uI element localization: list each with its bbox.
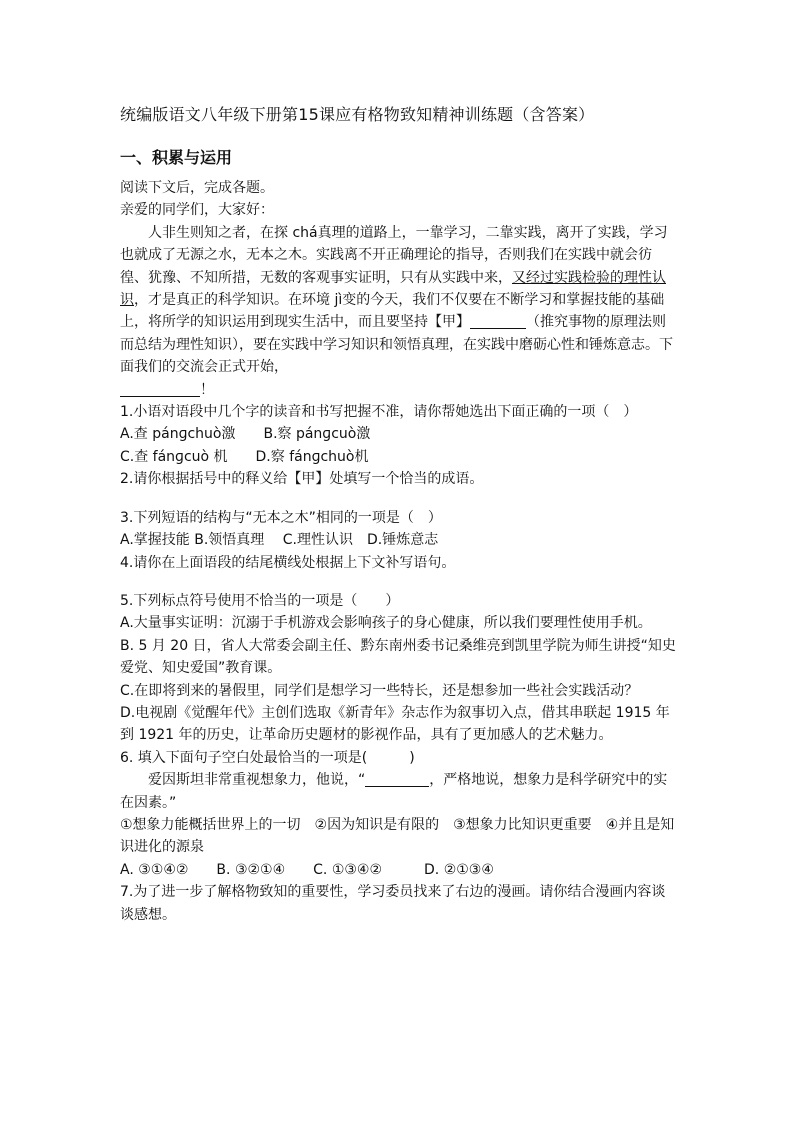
q6-items: ①想象力能概括世界上的一切 ②因为知识是有限的 ③想象力比知识更重要 ④并且是知识进化的源泉 — [120, 816, 675, 856]
q2-stem: 2.请你根据括号中的释义给【甲】处填写一个恰当的成语。 — [120, 471, 484, 488]
passage-underlined-phrase: 又经过实践检验的理性认识 — [120, 269, 666, 309]
q3-stem: 3.下列短语的结构与“无本之木”相同的一项是（ ） — [120, 509, 442, 526]
document-title: 统编版语文八年级下册第15课应有格物致知精神训练题（含答案） — [120, 105, 595, 124]
passage-part3: （推究事物的原理法则而总结为理性知识），要在实践中学习知识和领悟真理，在实践中磨砺心性和锤炼意志。下面我们的交流会正式开始， — [120, 314, 673, 376]
q6-blank — [365, 770, 429, 787]
instructions-text: 阅读下文后，完成各题。 — [120, 180, 274, 196]
passage-part2: ，才是真正的科学知识。在环境 jì变的今天，我们不仅要在不断学习和掌握技能的基础上，将所学的知识运用到现实生活中，而且要坚持【甲】 — [120, 292, 665, 331]
blank-jia — [470, 312, 526, 329]
q1-options-row2: C.查 fánɡcuò 机 D.察 fánɡchuò机 — [120, 448, 369, 465]
q1-stem: 1.小语对语段中几个字的读音和书写把握不准，请你帮她选出下面正确的一项（ ） — [120, 404, 638, 421]
passage-paragraph — [120, 222, 676, 401]
document-body — [120, 177, 676, 926]
q5-option-c: C.在即将到来的暑假里，同学们是想学习一些特长，还是想参加一些社会实践活动？ — [120, 682, 639, 699]
q6-options: A. ③①④② B. ③②①④ C. ①③④② D. ②①③④ — [120, 861, 494, 878]
q7-stem: 7.为了进一步了解格物致知的重要性，学习委员找来了右边的漫画。请你结合漫画内容谈谈感想。 — [120, 884, 666, 923]
passage-end: ！ — [200, 381, 214, 398]
section-heading: 一、积累与运用 — [120, 148, 233, 167]
q5-option-a: A.大量事实证明：沉溺于手机游戏会影响孩子的身心健康，所以我们要理性使用手机。 — [120, 615, 652, 632]
answer-space — [120, 491, 676, 507]
q6-quote-post: ，严格地说，想象力是科学研究中的实在因素。” — [120, 772, 668, 811]
blank-ending — [120, 380, 200, 397]
passage-part1: 人非生则知之者，在探 chá真理的道路上，一靠学习，二靠实践，离开了实践，学习也就成了无源之水，无本之木。实践离不开正确理论的指导，否则我们在实践中就会彷徨、犹豫、不知所措，无数的客观事实证明，只有从实践中来， — [120, 224, 668, 286]
q6-stem: 6. 填入下面句子空白处最恰当的一项是( ) — [120, 749, 415, 766]
q5-stem: 5.下列标点符号使用不恰当的一项是（ ） — [120, 592, 400, 609]
greeting-text: 亲爱的同学们，大家好： — [120, 202, 274, 219]
q6-quote — [120, 769, 676, 814]
q1-options-row1: A.查 pánɡchuò激 B.察 pánɡcuò激 — [120, 426, 371, 443]
answer-space — [120, 574, 676, 590]
q5-option-b: B. 5 月 20 日，省人大常委会副主任、黔东南州委书记桑维亮到凯里学院为师生讲授“知史爱党、知史爱国”教育课。 — [120, 637, 676, 677]
q4-stem: 4.请你在上面语段的结尾横线处根据上下文补写语句。 — [120, 554, 456, 571]
q3-options: A.掌握技能 B.领悟真理 C.理性认识 D.锤炼意志 — [120, 532, 439, 549]
q5-option-d: D.电视剧《觉醒年代》主创们选取《新青年》杂志作为叙事切入点，借其串联起 1915 年到 1921 年的历史，让革命历史题材的影视作品，具有了更加感人的艺术魅力。 — [120, 704, 670, 744]
q6-quote-pre: 爱因斯坦非常重视想象力，他说，“ — [148, 772, 366, 789]
